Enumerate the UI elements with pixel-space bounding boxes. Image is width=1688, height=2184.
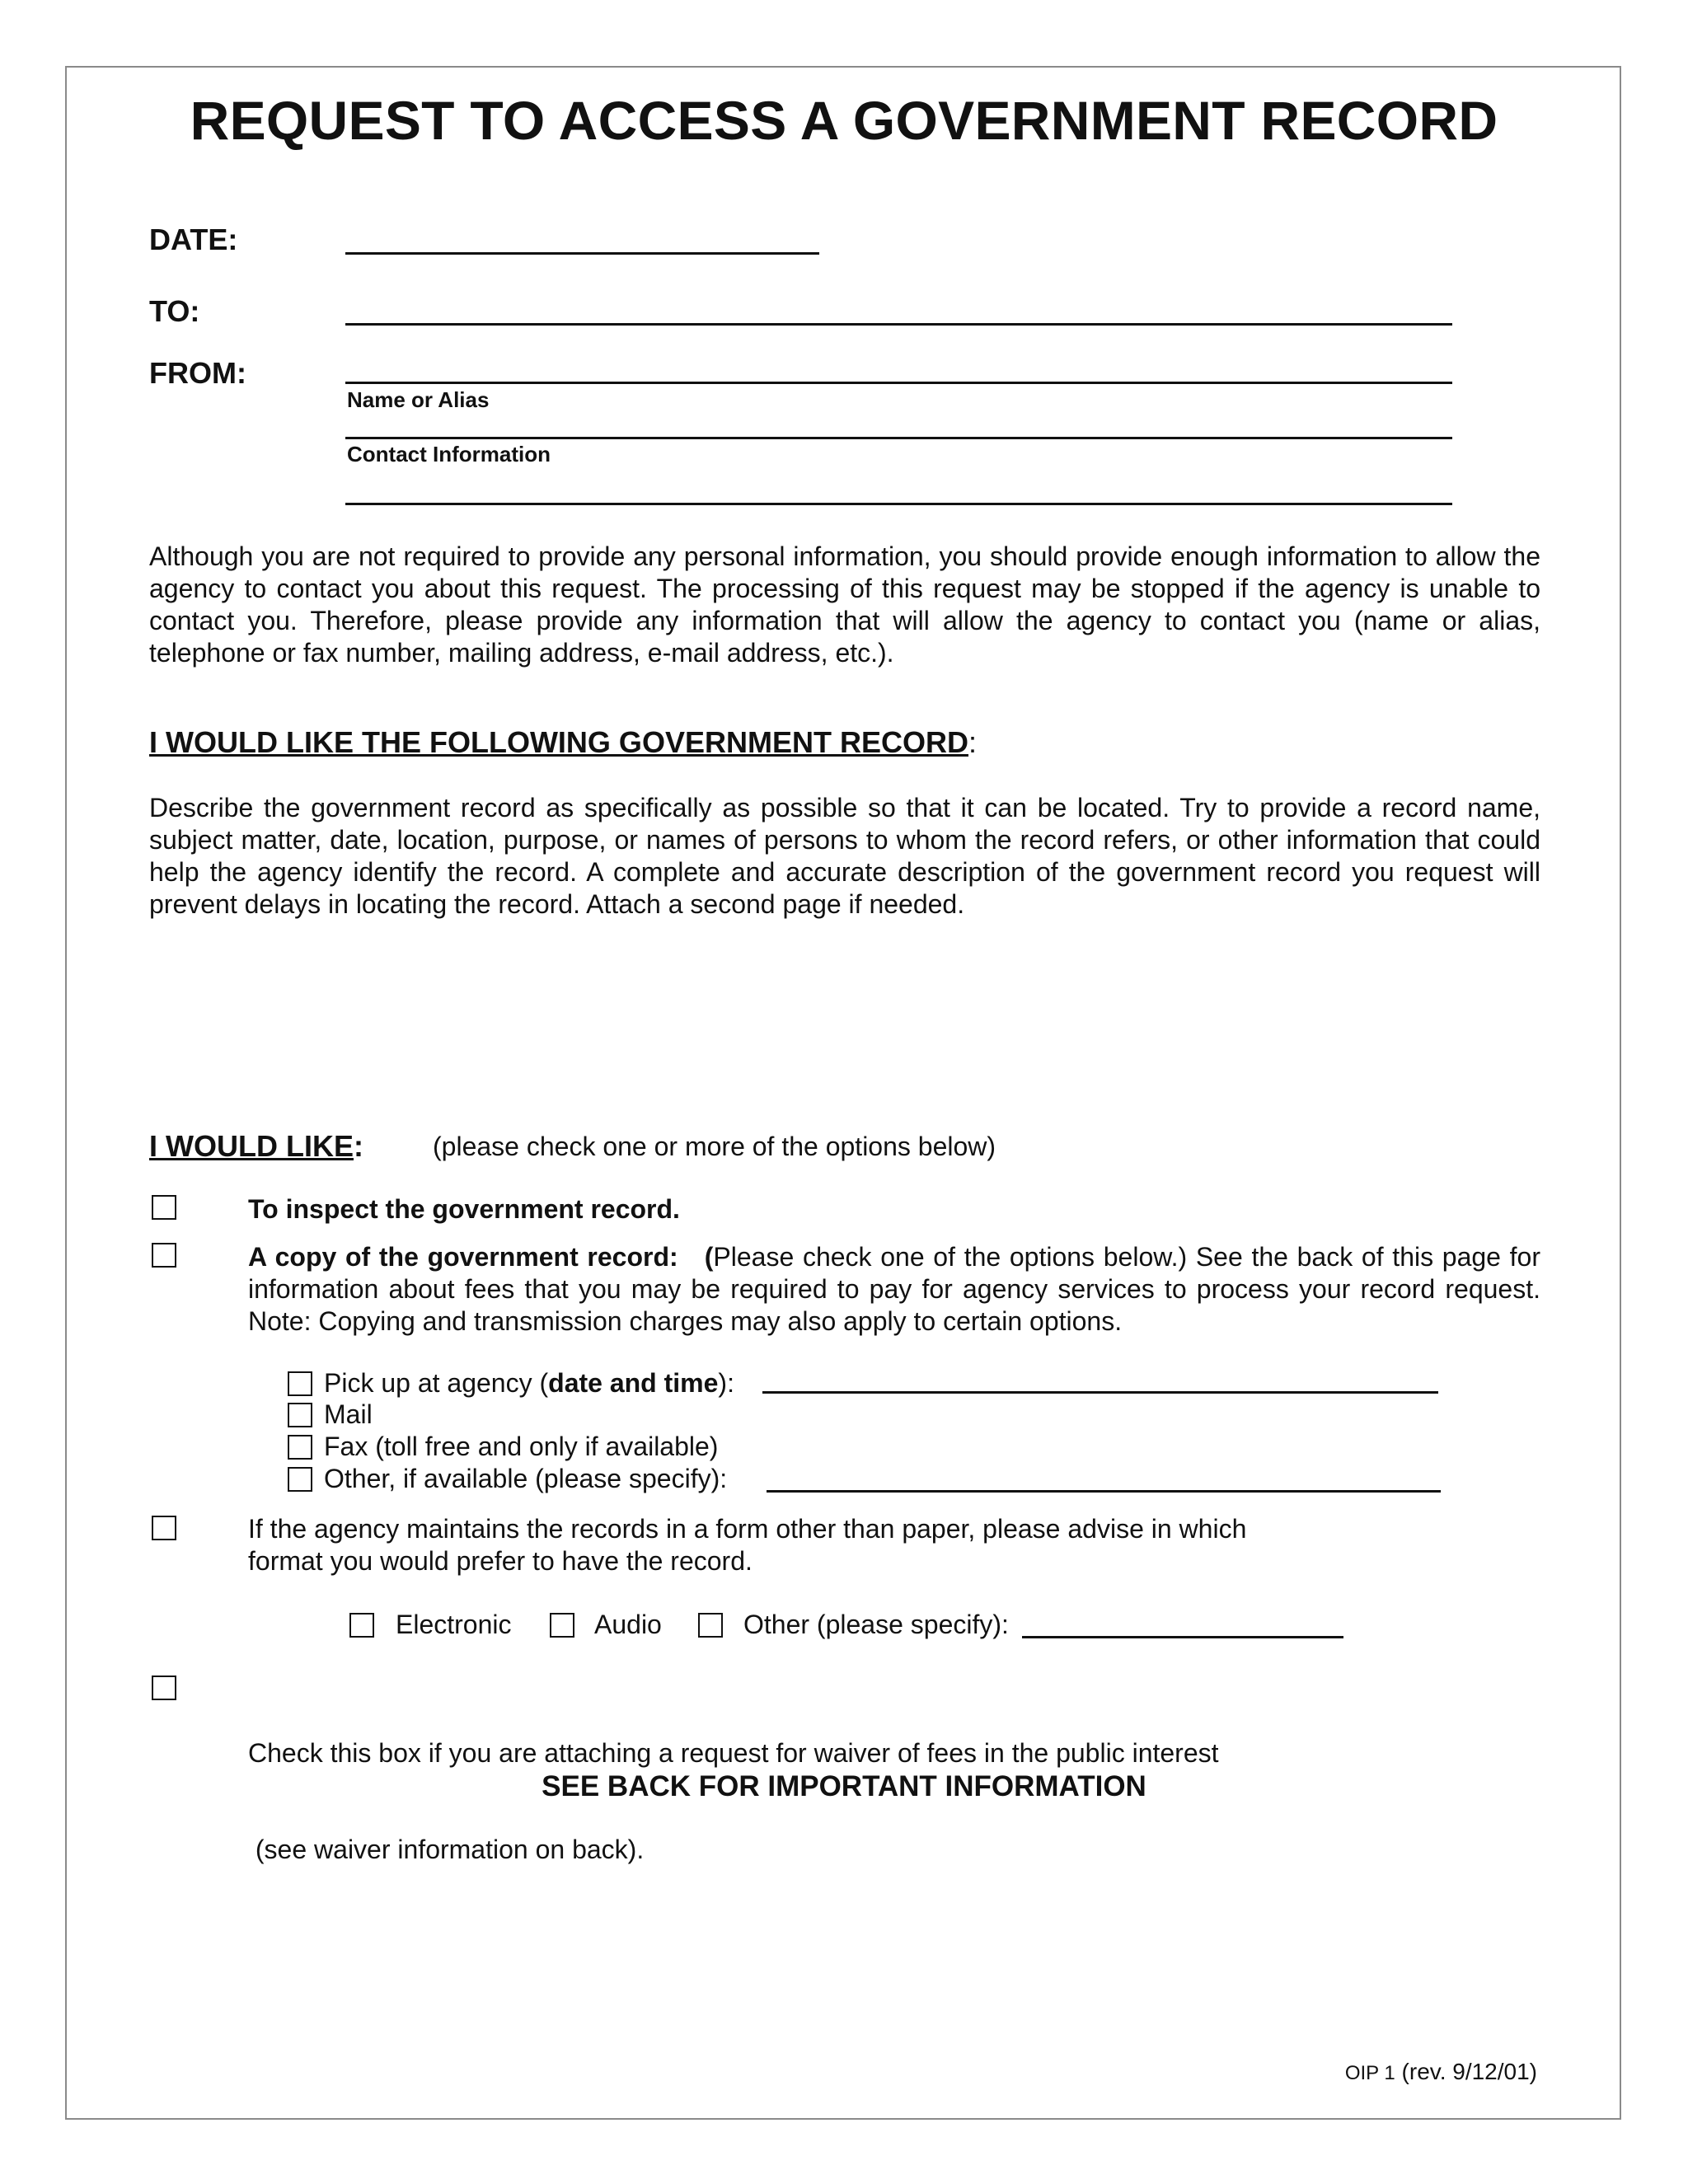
intro-paragraph: Although you are not required to provide any personal information, you should provide enough information to allow the agency to contact you about this request. The processing of this request may be stopped if the agency is unable to contact you. Therefore, please provide any information that will allow the agency to contact you (name or alias, telephone or fax number, mailing address, e-mail address, etc.). [149,541,1540,668]
record-heading-line [149,725,977,760]
format-text [248,1513,1246,1577]
mail-label: Mail [324,1399,373,1429]
contact-field-extra[interactable] [345,503,1452,505]
options-heading: I WOULD LIKE [149,1129,354,1163]
other-format-label: Other (please specify): [743,1610,1009,1639]
fax-label: Fax (toll free and only if available) [324,1432,719,1461]
fax-checkbox[interactable] [288,1435,312,1460]
other-format-field[interactable] [1022,1636,1343,1638]
name-caption: Name or Alias [347,387,490,412]
copy-text: Please check one of the options below.) See the back of this page for information about fees that you may be required to pay for agency services to process your record request. Note: Copying and transmission charges may also apply to certain options. [248,1242,1541,1336]
form-revision [1345,2059,1537,2085]
other-delivery-checkbox[interactable] [288,1467,312,1492]
pickup-prefix: Pick up at agency ( [324,1368,549,1398]
copy-open-paren: ( [704,1242,714,1272]
record-heading: I WOULD LIKE THE FOLLOWING GOVERNMENT RECORD [149,725,968,759]
other-delivery-label: Other, if available (please specify): [324,1464,728,1493]
format-checkbox[interactable] [152,1516,176,1540]
audio-label: Audio [594,1610,662,1639]
copy-description [248,1241,1540,1338]
revision-date: (rev. 9/12/01) [1401,2059,1537,2084]
pickup-checkbox[interactable] [288,1371,312,1396]
electronic-label: Electronic [396,1610,512,1639]
contact-caption: Contact Information [347,442,551,466]
contact-field[interactable] [345,437,1452,439]
pickup-suffix: ): [718,1368,734,1398]
record-description: Describe the government record as specifically as possible so that it can be located. Try to provide a record name, subject matter, date, location, purpose, or names of persons to whom the record refers, or other information that could help the agency identify the record. A complete and accurate description of the government record you request will prevent delays in locating the record. Attach a second page if needed. [149,793,1540,919]
date-label: DATE: [149,223,238,256]
waiver-text-line2: (see waiver information on back). [248,1835,645,1864]
see-back-notice: SEE BACK FOR IMPORTANT INFORMATION [542,1770,1146,1802]
to-label: TO: [149,294,200,328]
form-title: REQUEST TO ACCESS A GOVERNMENT RECORD [190,90,1498,151]
form-code: OIP 1 [1344,2062,1395,2084]
pickup-bold: date and time [548,1368,719,1398]
waiver-checkbox[interactable] [152,1675,176,1700]
waiver-text-line1: Check this box if you are attaching a request for waiver of fees in the public interest [248,1738,1219,1768]
copy-checkbox[interactable] [152,1243,176,1268]
name-field[interactable] [345,382,1452,384]
from-label: FROM: [149,356,246,390]
date-field[interactable] [345,252,819,255]
inspect-label: To inspect the government record. [248,1194,680,1224]
record-request-area[interactable] [149,931,1540,1096]
audio-checkbox[interactable] [550,1613,574,1638]
options-heading-colon: : [353,1129,363,1163]
format-text-line2: format you would prefer to have the record. [248,1546,753,1576]
record-heading-colon: : [968,725,977,759]
pickup-label [324,1368,734,1399]
pickup-datetime-field[interactable] [762,1391,1438,1394]
inspect-checkbox[interactable] [152,1195,176,1220]
other-format-checkbox[interactable] [698,1613,723,1638]
format-text-line1: If the agency maintains the records in a form other than paper, please advise in which [248,1514,1247,1544]
other-delivery-field[interactable] [767,1490,1441,1493]
options-instruction: (please check one or more of the options below) [433,1132,996,1161]
mail-checkbox[interactable] [288,1403,312,1427]
options-heading-line [149,1129,363,1164]
to-field[interactable] [345,323,1452,326]
electronic-checkbox[interactable] [349,1613,374,1638]
copy-bold-label: A copy of the government record: [248,1242,678,1272]
